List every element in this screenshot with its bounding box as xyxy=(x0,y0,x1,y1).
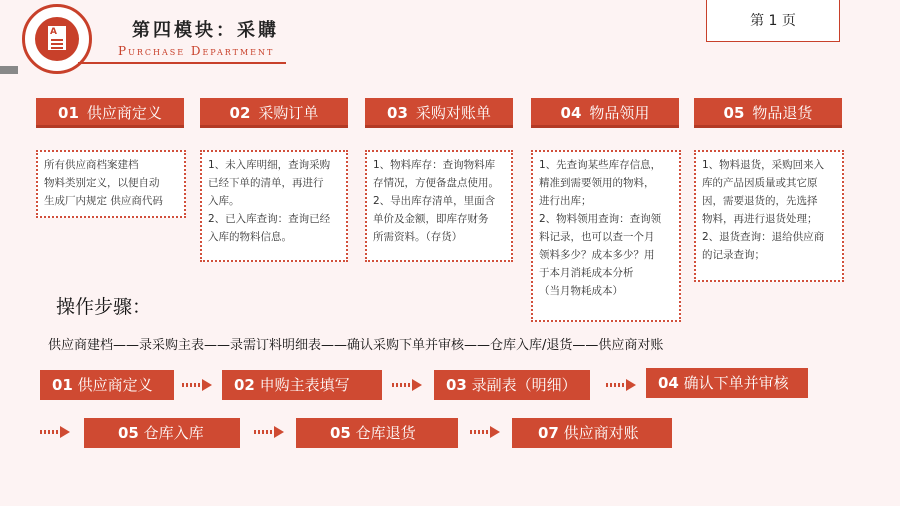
card-line: 1、物料库存：查询物料库 xyxy=(373,159,496,171)
card-line: 2、退货查询：退给供应商 xyxy=(702,231,825,243)
step-label: 供应商对账 xyxy=(563,424,639,442)
card-line: 物料，再进行退货处理； xyxy=(702,213,818,225)
steps-flow-text: 供应商建档——录采购主表——录需订料明细表——确认采购下单并审核——仓库入库/退货——供应商对账 xyxy=(48,338,664,353)
card-line: 的记录查询； xyxy=(702,249,765,261)
card-purchase-order xyxy=(200,150,348,262)
card-line: 所需资料。（存货） xyxy=(373,231,463,243)
left-accent-bar xyxy=(0,66,18,74)
tab-purchase-reconciliation[interactable] xyxy=(365,98,513,128)
step-supplier-reconciliation[interactable] xyxy=(512,418,672,448)
step-num: 05 xyxy=(118,424,139,442)
step-num: 03 xyxy=(446,376,467,394)
tab-num: 02 xyxy=(229,104,251,122)
step-warehouse-receipt[interactable] xyxy=(84,418,240,448)
arrow-right-icon xyxy=(182,379,212,391)
card-line: 1、物料退货，采购回来入 xyxy=(702,159,825,171)
step-num: 05 xyxy=(330,424,351,442)
step-label: 仓库入库 xyxy=(143,424,204,442)
card-line: 因，需要退货的，先选择 xyxy=(702,195,818,207)
steps-title: 操作步骤： xyxy=(56,296,152,318)
tab-num: 05 xyxy=(723,104,745,122)
step-label: 录副表（明细） xyxy=(471,376,577,394)
tab-label: 供应商定义 xyxy=(86,104,162,122)
tab-label: 采购对账单 xyxy=(415,104,491,122)
tab-item-requisition[interactable] xyxy=(531,98,679,128)
document-icon xyxy=(48,26,66,50)
card-line: 入库的物料信息。 xyxy=(208,231,292,243)
card-line: 2、物料领用查询：查询领 xyxy=(539,213,662,225)
card-line: 于本月消耗成本分析 xyxy=(539,267,634,279)
card-line: 所有供应商档案建档 xyxy=(44,159,139,171)
tab-label: 采购订单 xyxy=(258,104,319,122)
tab-label: 物品领用 xyxy=(589,104,650,122)
step-warehouse-return[interactable] xyxy=(296,418,458,448)
arrow-right-icon xyxy=(470,426,500,438)
card-line: 领料多少？成本多少？用 xyxy=(539,249,655,261)
card-item-return xyxy=(694,150,844,282)
step-label: 确认下单并审核 xyxy=(683,374,789,392)
step-num: 04 xyxy=(658,374,679,392)
step-detail-table[interactable] xyxy=(434,370,590,400)
tab-num: 04 xyxy=(560,104,582,122)
step-requisition-main[interactable] xyxy=(222,370,382,400)
card-line: 生成厂内规定 供应商代码 xyxy=(44,195,163,207)
card-item-requisition xyxy=(531,150,681,322)
card-line: 1、先查询某些库存信息， xyxy=(539,159,662,171)
step-supplier-definition[interactable] xyxy=(40,370,174,400)
step-num: 01 xyxy=(52,376,73,394)
step-label: 供应商定义 xyxy=(77,376,153,394)
card-line: （当月物耗成本） xyxy=(539,285,623,297)
card-purchase-reconciliation xyxy=(365,150,513,262)
card-line: 精准到需要领用的物料， xyxy=(539,177,655,189)
card-line: 2、导出库存清单，里面含 xyxy=(373,195,496,207)
tab-item-return[interactable] xyxy=(694,98,842,128)
card-line: 2、已入库查询：查询已经 xyxy=(208,213,331,225)
tab-label: 物品退货 xyxy=(752,104,813,122)
page-number: 第 1 页 xyxy=(706,0,840,42)
page-subtitle: Purchase Department xyxy=(118,44,275,58)
arrow-right-icon xyxy=(254,426,284,438)
card-line: 存情况，方便备盘点使用。 xyxy=(373,177,499,189)
card-line: 料记录，也可以查一个月 xyxy=(539,231,655,243)
arrow-right-icon xyxy=(606,379,636,391)
page-title: 第四模块：采購 xyxy=(132,20,279,41)
step-confirm-approve[interactable] xyxy=(646,368,808,398)
step-num: 07 xyxy=(538,424,559,442)
step-label: 申购主表填写 xyxy=(259,376,350,394)
step-num: 02 xyxy=(234,376,255,394)
tab-purchase-order[interactable] xyxy=(200,98,348,128)
card-line: 物料类别定义，以便自动 xyxy=(44,177,160,189)
header-underline xyxy=(78,62,286,64)
logo-inner xyxy=(35,17,79,61)
card-line: 已经下单的清单，再进行 xyxy=(208,177,324,189)
card-line: 1、未入库明细，查询采购 xyxy=(208,159,331,171)
card-supplier-definition xyxy=(36,150,186,218)
card-line: 单价及金额，即库存财务 xyxy=(373,213,489,225)
logo-letter: A xyxy=(50,27,57,37)
card-line: 进行出库； xyxy=(539,195,592,207)
arrow-right-icon xyxy=(40,426,70,438)
step-label: 仓库退货 xyxy=(355,424,416,442)
tab-num: 03 xyxy=(387,104,408,122)
tab-num: 01 xyxy=(58,104,79,122)
card-line: 入库。 xyxy=(208,195,240,207)
arrow-right-icon xyxy=(392,379,422,391)
card-line: 库的产品因质量或其它原 xyxy=(702,177,818,189)
tab-supplier-definition[interactable] xyxy=(36,98,184,128)
